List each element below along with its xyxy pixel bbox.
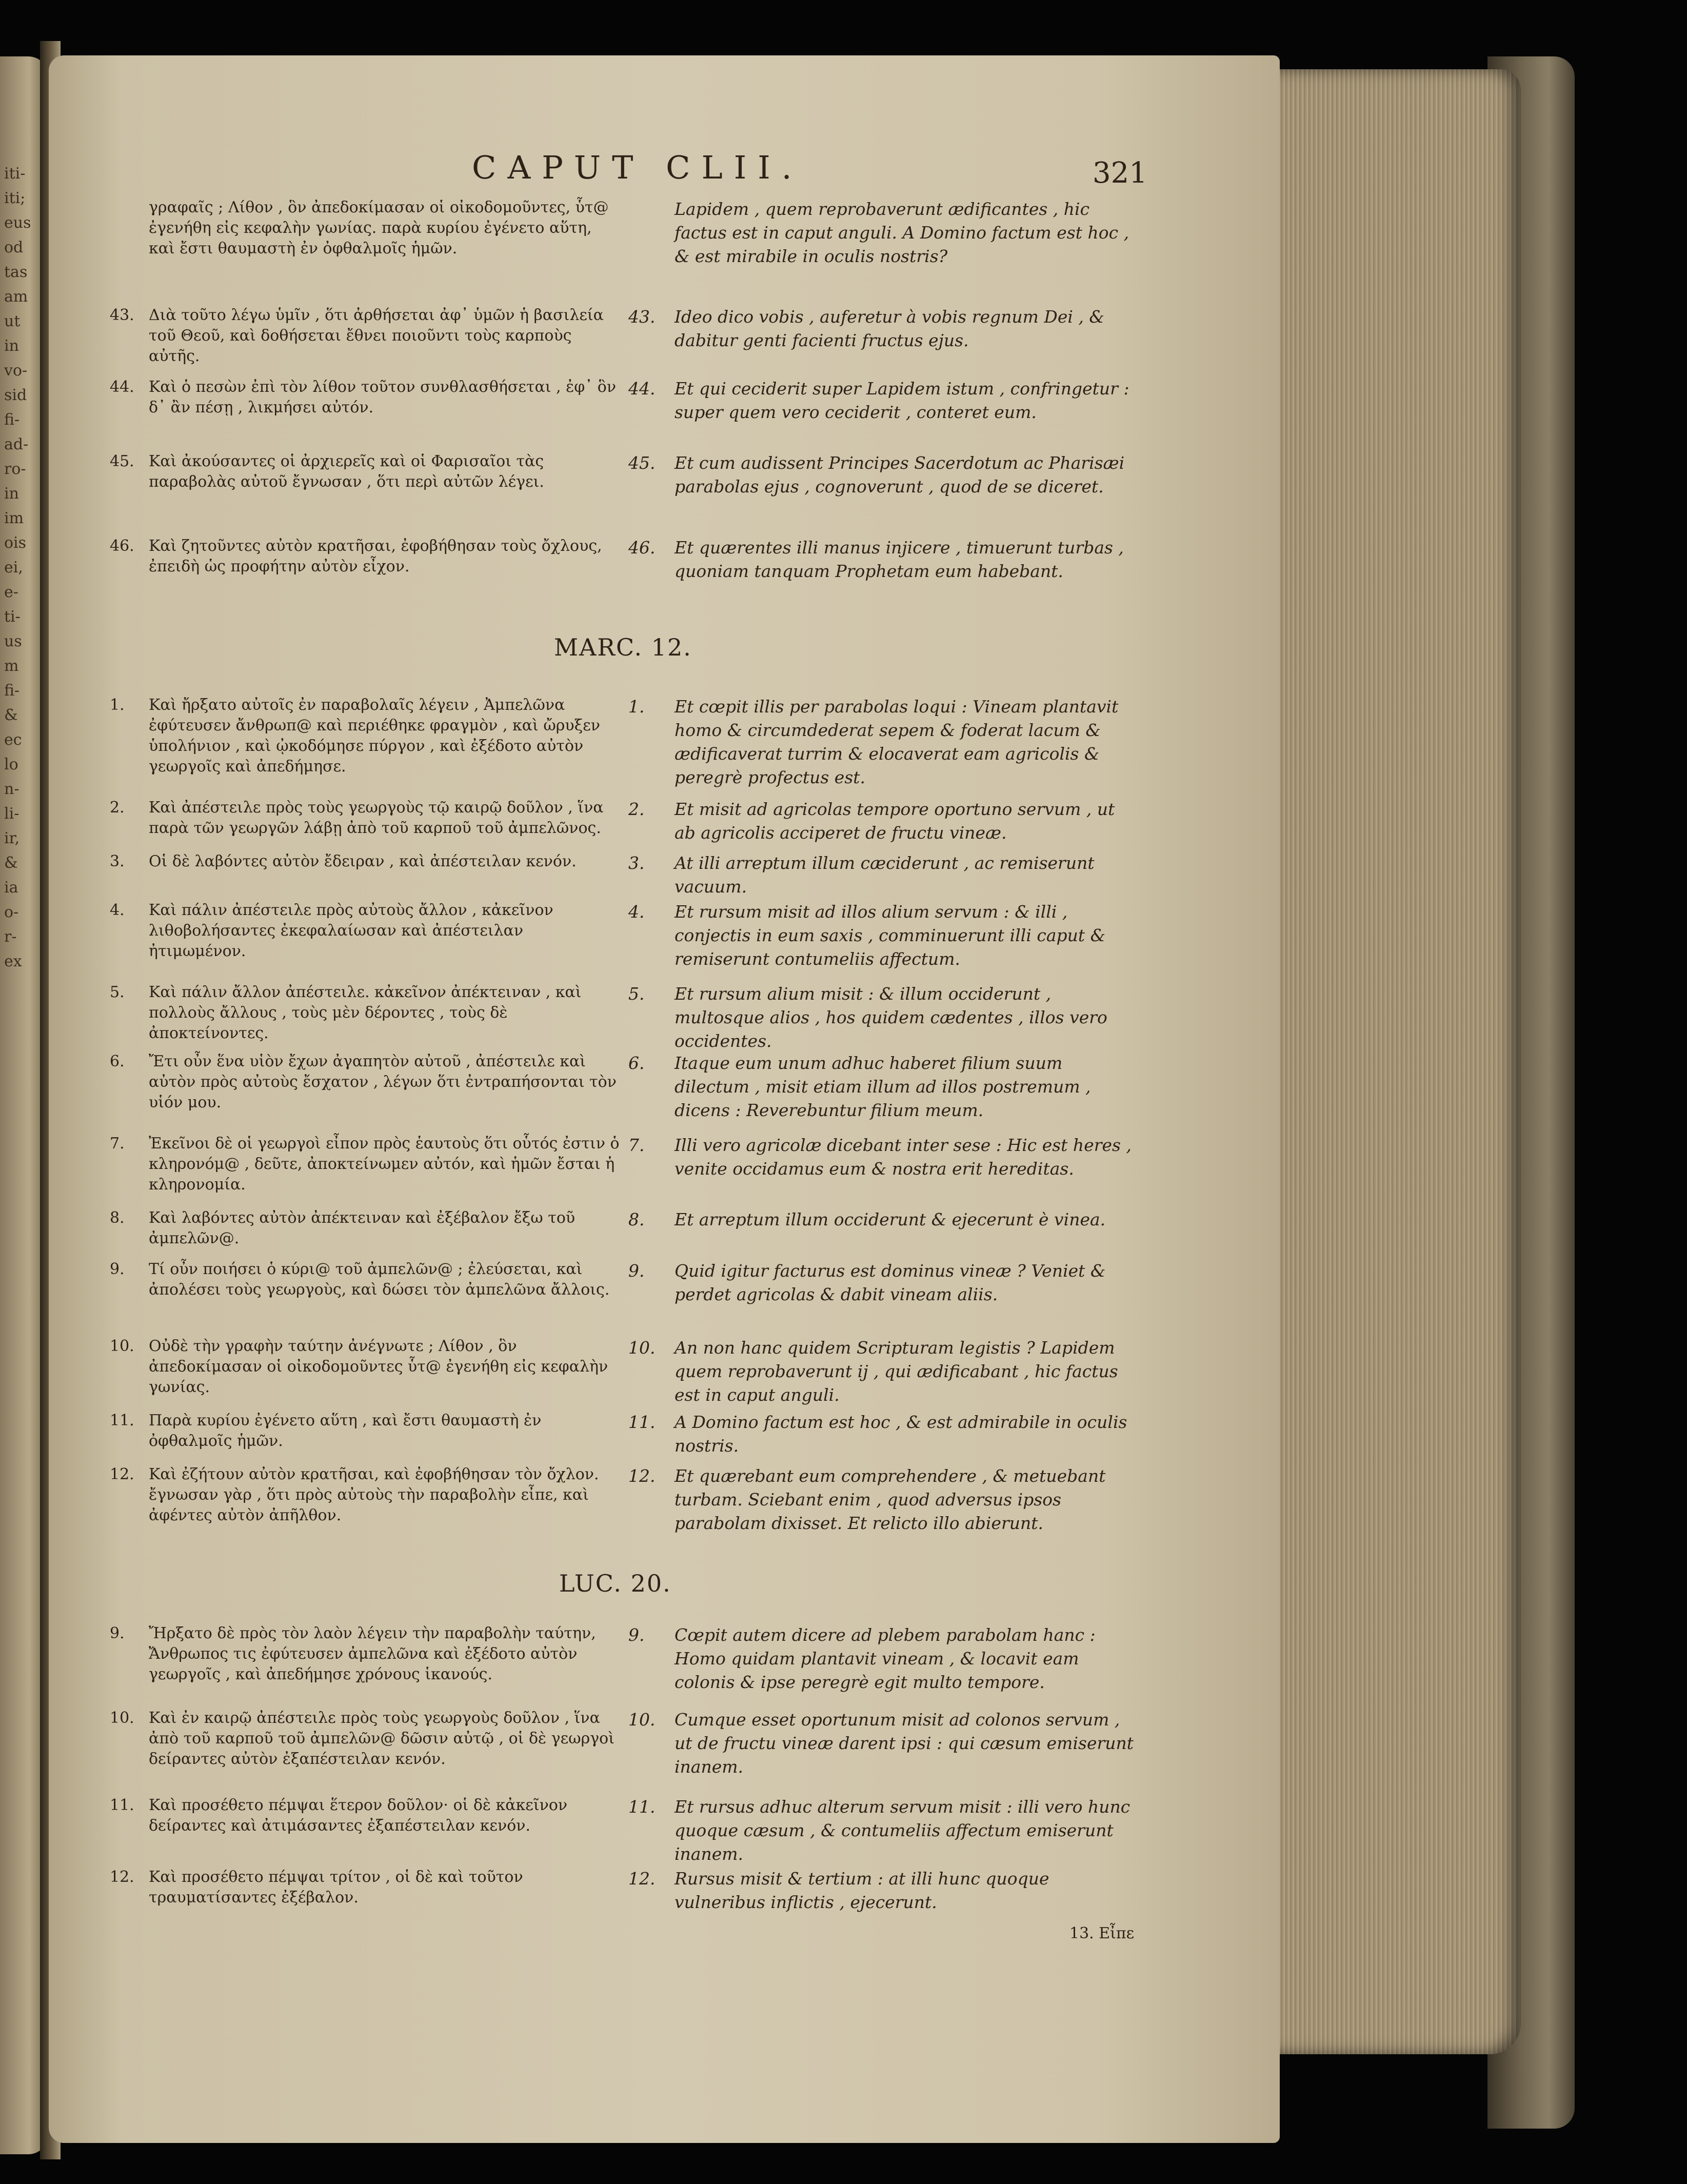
left-margin-fragment: eus [4, 214, 31, 232]
verse-number: 12. [628, 1466, 656, 1486]
left-margin-fragment: iti; [4, 189, 26, 207]
left-margin-fragment: ut [4, 312, 21, 330]
left-margin-fragment: tas [4, 263, 28, 281]
marc-heading: MARC. 12. [554, 633, 692, 661]
verse-number: 12. [628, 1869, 656, 1889]
left-margin-fragment: fi- [4, 682, 20, 700]
greek-verse [110, 900, 621, 962]
verse-text: Καὶ πάλιν ἄλλον ἀπέστειλε. κἀκεῖνον ἀπέκτειναν , καὶ πολλοὺς ἄλλους , τοὺς μὲν δέροντες , τοὺς δὲ ἀποκτείνοντες. [149, 983, 582, 1042]
left-margin-fragment: m [4, 657, 19, 675]
greek-verse [110, 536, 621, 577]
verse-number: 10. [628, 1338, 656, 1358]
left-margin-fragment: ec [4, 731, 22, 749]
verse-number: 43. [628, 307, 656, 327]
verse-number: 46. [110, 537, 134, 555]
running-title: CAPUT CLII. [472, 149, 803, 186]
latin-verse [628, 1259, 1139, 1306]
verse-number: 3. [110, 852, 125, 870]
left-margin-fragment: ex [4, 952, 22, 970]
verse-text: Καὶ προσέθετο πέμψαι τρίτον , οἱ δὲ καὶ τοῦτον τραυματίσαντες ἐξέβαλον. [149, 1868, 523, 1907]
verse-text: Et qui ceciderit super Lapidem istum , confringetur : super quem vero ceciderit , conteret eum. [674, 379, 1129, 422]
latin-verse [628, 1051, 1139, 1122]
verse-number: 4. [110, 901, 125, 919]
left-margin-fragment: ir, [4, 829, 20, 847]
verse-text: Et quærentes illi manus injicere , timuerunt turbas , quoniam tanquam Prophetam eum habebant. [674, 538, 1124, 581]
left-margin-fragment: ad- [4, 435, 29, 453]
luc-heading: LUC. 20. [559, 1570, 671, 1597]
greek-verse [110, 451, 621, 492]
greek-verse [110, 798, 621, 839]
verse-number: 10. [110, 1709, 134, 1727]
verse-text: Καὶ λαβόντες αὐτὸν ἀπέκτειναν καὶ ἐξέβαλον ἔξω τοῦ ἀμπελῶν@. [149, 1209, 575, 1247]
verse-number: 43. [110, 306, 134, 324]
latin-verse [628, 305, 1139, 352]
verse-text: At illi arreptum illum cæciderunt , ac remiserunt vacuum. [674, 853, 1095, 897]
verse-number: 2. [110, 799, 125, 817]
page-number: 321 [1093, 156, 1147, 190]
left-margin-fragment: & [4, 706, 18, 724]
verse-number: 11. [628, 1412, 656, 1432]
verse-text: Illi vero agricolæ dicebant inter sese : Hic est heres , venite occidamus eum & nostra erit hereditas. [674, 1135, 1132, 1179]
verse-number: 45. [628, 453, 656, 473]
greek-verse [110, 1867, 621, 1908]
verse-number: 12. [110, 1868, 134, 1886]
left-margin-fragment: od [4, 239, 24, 256]
verse-text: Ἤρξατο δὲ πρὸς τὸν λαὸν λέγειν τὴν παραβολὴν ταύτην, Ἄνθρωπος τις ἐφύτευσεν ἀμπελῶνα καὶ ἐξέδοτο αὐτὸν γεωργοῖς , καὶ ἀπεδήμησε χρόνους ἱκανούς. [149, 1624, 596, 1683]
greek-verse [110, 1411, 621, 1452]
verse-number: 2. [628, 799, 645, 819]
greek-verse [110, 1464, 621, 1526]
verse-number: 4. [628, 902, 645, 922]
verse-text: Et quærebant eum comprehendere , & metuebant turbam. Sciebant enim , quod adversus ipsos parabolam dixisset. Et relicto illo abierunt. [674, 1466, 1106, 1533]
verse-text: Καὶ ζητοῦντες αὐτὸν κρατῆσαι, ἐφοβήθησαν τοὺς ὄχλους, ἐπειδὴ ὡς προφήτην αὐτὸν εἶχον. [149, 537, 602, 575]
verse-text: Καὶ ἐν καιρῷ ἀπέστειλε πρὸς τοὺς γεωργοὺς δοῦλον , ἵνα ἀπὸ τοῦ καρποῦ τοῦ ἀμπελῶν@ δῶσιν αὐτῷ , οἱ δὲ γεωργοὶ δείραντες αὐτὸν ἐξαπέστειλαν κενόν. [149, 1709, 614, 1768]
left-margin-fragment: ro- [4, 460, 26, 478]
left-margin-fragment: us [4, 632, 22, 650]
greek-verse [110, 851, 621, 872]
verse-number: 5. [628, 984, 645, 1004]
greek-verse [110, 1051, 621, 1113]
latin-verse [628, 982, 1139, 1053]
verse-number: 11. [110, 1796, 134, 1814]
verse-number: 9. [628, 1625, 645, 1645]
verse-text: Ideo dico vobis , auferetur à vobis regnum Dei , & dabitur genti facienti fructus ejus. [674, 307, 1104, 350]
verse-number: 9. [110, 1260, 125, 1278]
verse-text: Διὰ τοῦτο λέγω ὑμῖν , ὅτι ἀρθήσεται ἀφ᾽ ὑμῶν ἡ βασιλεία τοῦ Θεοῦ, καὶ δοθήσεται ἔθνει ποιοῦντι τοὺς καρποὺς αὐτῆς. [149, 306, 604, 365]
verse-text: Et arreptum illum occiderunt & ejecerunt è vinea. [674, 1209, 1106, 1229]
greek-verse [110, 1795, 621, 1836]
page-fore-edge [1264, 69, 1521, 2054]
verse-text: Καὶ ἐζήτουν αὐτὸν κρατῆσαι, καὶ ἐφοβήθησαν τὸν ὄχλον. ἔγνωσαν γὰρ , ὅτι πρὸς αὐτοὺς τὴν παραβολὴν εἶπε, καὶ ἀφέντες αὐτὸν ἀπῆλθον. [149, 1465, 599, 1524]
left-margin-fragment: & [4, 854, 18, 872]
left-margin-fragment: ia [4, 879, 18, 897]
verse-text: Et misit ad agricolas tempore oportuno servum , ut ab agricolis acciperet de fructu vineæ. [674, 799, 1115, 843]
latin-verse [639, 197, 1139, 268]
verse-text: Et rursum alium misit : & illum occiderunt , multosque alios , hos quidem cædentes , illos vero occidentes. [674, 984, 1107, 1051]
latin-verse [628, 1208, 1139, 1232]
greek-verse [110, 1708, 621, 1770]
verse-number: 3. [628, 853, 645, 873]
verse-text: Cœpit autem dicere ad plebem parabolam hanc : Homo quidam plantavit vineam , & locavit eam colonis & ipse peregrè egit multo tempore. [674, 1625, 1096, 1692]
greek-verse [110, 305, 621, 367]
latin-verse [628, 1336, 1139, 1407]
verse-number: 46. [628, 538, 656, 558]
verse-number: 8. [628, 1209, 645, 1229]
verse-number: 44. [110, 378, 134, 396]
verse-number: 12. [110, 1465, 134, 1483]
verse-text: Καὶ ἤρξατο αὐτοῖς ἐν παραβολαῖς λέγειν , Ἀμπελῶνα ἐφύτευσεν ἄνθρωπ@ καὶ περιέθηκε φραγμὸν , καὶ ὤρυξεν ὑπολήνιον , καὶ ᾠκοδόμησε πύργον , καὶ ἐξέδοτο αὐτὸν γεωργοῖς καὶ ἀπεδήμησε. [149, 696, 600, 776]
verse-number: 1. [110, 696, 125, 714]
verse-text: Quid igitur facturus est dominus vineæ ? Veniet & perdet agricolas & dabit vineam aliis. [674, 1261, 1106, 1304]
verse-text: Et rursum misit ad illos alium servum : & illi , conjectis in eum saxis , comminuerunt illi caput & remiserunt contumeliis affectum. [674, 902, 1106, 969]
verse-text: A Domino factum est hoc , & est admirabile in oculis nostris. [674, 1412, 1127, 1456]
verse-number: 5. [110, 983, 125, 1001]
left-margin-fragment: in [4, 485, 19, 503]
verse-number: 7. [628, 1135, 645, 1155]
left-margin-fragment: iti- [4, 165, 26, 183]
greek-verse [110, 982, 621, 1044]
verse-text: Οἱ δὲ λαβόντες αὐτὸν ἔδειραν , καὶ ἀπέστειλαν κενόν. [149, 852, 577, 870]
latin-verse [628, 377, 1139, 424]
greek-verse [110, 1623, 621, 1685]
verse-number: 10. [628, 1710, 656, 1730]
verse-text: An non hanc quidem Scripturam legistis ? Lapidem quem reprobaverunt ij , qui ædificabant , hic factus est in caput anguli. [674, 1338, 1118, 1405]
latin-verse [628, 1464, 1139, 1535]
verse-number: 11. [110, 1412, 134, 1429]
verse-text: Lapidem , quem reprobaverunt ædificantes , hic factus est in caput anguli. A Domino factum est hoc , & est mirabile in oculis nostris? [674, 199, 1129, 266]
greek-verse [110, 377, 621, 418]
greek-verse [110, 695, 621, 777]
left-margin-fragment: ois [4, 534, 27, 552]
greek-verse [110, 1259, 621, 1300]
catchword: 13. Εἶπε [1069, 1924, 1135, 1942]
verse-number: 1. [628, 697, 645, 717]
verse-text: γραφαῖς ; Λίθον , ὃν ἀπεδοκίμασαν οἱ οἰκοδομοῦντες, ὗτ@ ἐγενήθη εἰς κεφαλὴν γωνίας. παρὰ κυρίου ἐγένετο αὕτη, καὶ ἔστι θαυμαστὴ ἐν ὀφθαλμοῖς ἡμῶν. [149, 198, 609, 257]
left-margin-fragment: fi- [4, 411, 20, 429]
verse-text: Itaque eum unum adhuc haberet filium suum dilectum , misit etiam illum ad illos postremum , dicens : Reverebuntur filium meum. [674, 1053, 1091, 1120]
verse-number: 9. [628, 1261, 645, 1281]
verse-number: 8. [110, 1209, 125, 1227]
latin-verse [628, 1623, 1139, 1694]
verse-number: 7. [110, 1135, 125, 1153]
left-margin-fragment: o- [4, 903, 19, 921]
left-margin-fragment: lo [4, 756, 18, 773]
left-margin-fragment: ei, [4, 559, 23, 577]
left-margin-fragment: li- [4, 805, 19, 823]
latin-verse [628, 1708, 1139, 1779]
left-margin-fragment: vo- [4, 362, 28, 380]
verse-text: Καὶ πάλιν ἀπέστειλε πρὸς αὐτοὺς ἄλλον , κἀκεῖνον λιθοβολήσαντες ἐκεφαλαίωσαν καὶ ἀπέστειλαν ἠτιμωμένον. [149, 901, 553, 960]
latin-verse [628, 1795, 1139, 1866]
verse-text: Cumque esset oportunum misit ad colonos servum , ut de fructu vineæ darent ipsi : qui cæsum emiserunt inanem. [674, 1710, 1134, 1777]
latin-verse [628, 851, 1139, 899]
latin-verse [628, 1134, 1139, 1181]
left-margin-fragment: sid [4, 386, 27, 404]
left-margin-fragment: am [4, 288, 28, 306]
verse-number: 45. [110, 452, 134, 470]
verse-number: 11. [628, 1797, 656, 1817]
verse-text: Rursus misit & tertium : at illi hunc quoque vulneribus inflictis , ejecerunt. [674, 1869, 1049, 1912]
verse-text: Οὐδὲ τὴν γραφὴν ταύτην ἀνέγνωτε ; Λίθον , ὃν ἀπεδοκίμασαν οἱ οἰκοδομοῦντες ὗτ@ ἐγενήθη εἰς κεφαλὴν γωνίας. [149, 1337, 608, 1396]
verse-text: Παρὰ κυρίου ἐγένετο αὕτη , καὶ ἔστι θαυμαστὴ ἐν ὀφθαλμοῖς ἡμῶν. [149, 1412, 542, 1450]
latin-verse [628, 695, 1139, 789]
left-margin-fragment: im [4, 509, 24, 527]
verse-text: Et cœpit illis per parabolas loqui : Vineam plantavit homo & circumdederat sepem & foderat lacum & ædificaverat turrim & elocaverat eam agricolis & peregrè profectus est. [674, 697, 1119, 787]
verse-text: Καὶ ἀκούσαντες οἱ ἀρχιερεῖς καὶ οἱ Φαρισαῖοι τὰς παραβολὰς αὐτοῦ ἔγνωσαν , ὅτι περὶ αὐτῶν λέγει. [149, 452, 544, 491]
left-margin-fragment: in [4, 337, 19, 355]
greek-verse [110, 1336, 621, 1398]
verse-text: Τί οὖν ποιήσει ὁ κύρι@ τοῦ ἀμπελῶν@ ; ἐλεύσεται, καὶ ἀπολέσει τοὺς γεωργοὺς, καὶ δώσει τὸν ἀμπελῶνα ἄλλοις. [149, 1260, 610, 1299]
verse-text: Et cum audissent Principes Sacerdotum ac Pharisæi parabolas ejus , cognoverunt , quod de se diceret. [674, 453, 1125, 497]
latin-verse [628, 798, 1139, 845]
verse-text: Ἔτι οὖν ἕνα υἱὸν ἔχων ἀγαπητὸν αὐτοῦ , ἀπέστειλε καὶ αὐτὸν πρὸς αὐτοὺς ἔσχατον , λέγων ὅτι ἐντραπήσονται τὸν υἱόν μου. [149, 1053, 617, 1111]
greek-verse [110, 1208, 621, 1249]
verse-text: Καὶ προσέθετο πέμψαι ἕτερον δοῦλον· οἱ δὲ κἀκεῖνον δείραντες καὶ ἀτιμάσαντες ἐξαπέστειλαν κενόν. [149, 1796, 568, 1835]
verse-number: 9. [110, 1624, 125, 1642]
left-margin-fragment: r- [4, 928, 17, 946]
latin-verse [628, 451, 1139, 499]
verse-number: 10. [110, 1337, 134, 1355]
greek-verse [110, 1134, 621, 1195]
verse-text: Et rursus adhuc alterum servum misit : illi vero hunc quoque cæsum , & contumeliis affectum emiserunt inanem. [674, 1797, 1130, 1864]
latin-verse [628, 1867, 1139, 1914]
verse-number: 44. [628, 379, 656, 399]
verse-number: 6. [110, 1053, 125, 1070]
greek-verse [113, 197, 621, 259]
verse-text: Καὶ ὁ πεσὼν ἐπὶ τὸν λίθον τοῦτον συνθλασθήσεται , ἐφ᾽ ὃν δ᾽ ἂν πέσῃ , λικμήσει αὐτόν. [149, 378, 617, 416]
latin-verse [628, 536, 1139, 583]
verse-text: Καὶ ἀπέστειλε πρὸς τοὺς γεωργοὺς τῷ καιρῷ δοῦλον , ἵνα παρὰ τῶν γεωργῶν λάβῃ ἀπὸ τοῦ καρποῦ τοῦ ἀμπελῶνος. [149, 799, 604, 837]
verse-number: 6. [628, 1053, 645, 1073]
latin-verse [628, 1411, 1139, 1458]
left-margin-fragment: n- [4, 780, 19, 798]
left-margin-fragment: e- [4, 583, 18, 601]
left-margin-fragment: ti- [4, 608, 21, 626]
latin-verse [628, 900, 1139, 971]
verse-text: Ἐκεῖνοι δὲ οἱ γεωργοὶ εἶπον πρὸς ἑαυτοὺς ὅτι οὗτός ἐστιν ὁ κληρονόμ@ , δεῦτε, ἀποκτείνωμεν αὐτόν, καὶ ἡμῶν ἔσται ἡ κληρονομία. [149, 1135, 620, 1194]
